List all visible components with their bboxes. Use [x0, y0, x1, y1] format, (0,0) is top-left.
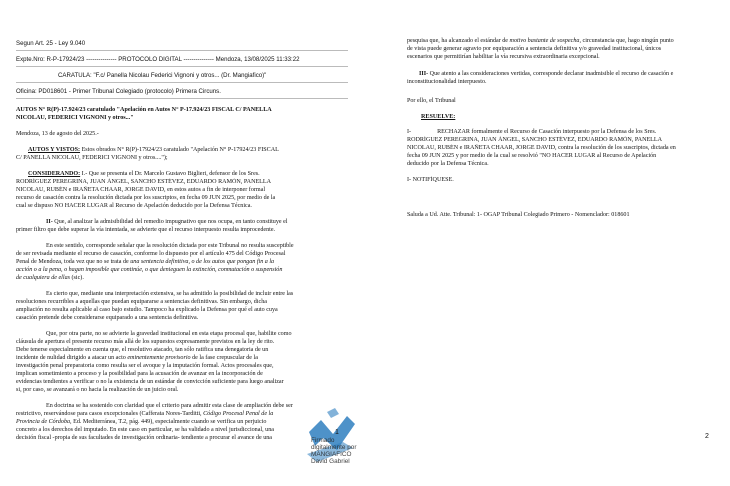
header-expte: Expte.Nro: R-P-17924/23 --------------- PROTOCOLO DIGITAL --------------- Mendoza, 13/08/2025 11:33:22	[16, 56, 300, 63]
sentido-text: (sic).	[69, 275, 84, 281]
tribunal-line: Por ello, el Tribunal	[407, 98, 456, 104]
punto-i-line: fecha 09 JUN 2025 y por medio de la cual se resolvió "NO HACER LUGAR al Recurso de Apelación	[407, 153, 657, 159]
header-divider	[16, 50, 348, 51]
considerando-text: I.- Que se presenta el Dr. Marcelo Gustavo Biglieri, defensor de los Sres.	[80, 171, 260, 177]
page-1-body	[16, 0, 348, 486]
vistos-line	[16, 146, 348, 154]
stamp-line: Firmado	[311, 437, 335, 444]
otra-parte-line: Debe tenerse especialmente en cuenta que, el resolutivo atacado, tan sólo ratifica una denegatoria de un	[16, 347, 269, 353]
vistos-label: AUTOS Y VISTOS:	[28, 147, 81, 153]
stamp-line: David Gabriel	[311, 458, 350, 465]
sentido-text: Penal de Mendoza, toda vez que no se trata de	[16, 259, 129, 265]
otra-parte-text: de la fase crepuscular de la	[190, 355, 258, 361]
stamp-line: MANGIAFICO	[311, 451, 352, 458]
cierto-line: ampliación no resulta aplicable al caso bajo estudio. Tampoco ha explicado la Defensa por qué el auto cuya	[16, 307, 278, 313]
header-caratula: CARATULA: "F.c/ Panella Nicolau Federici Vignoni y otros... (Dr. Mangiafico)"	[58, 72, 267, 79]
doctrina-line: concreto a los derechos del imputado. En este caso en particular, se ha validado a nivel jurisdiccional, una	[16, 427, 274, 433]
resuelve-heading: RESUELVE:	[421, 114, 456, 120]
considerando-line: RODRÍGUEZ PEREGRINA, JUAN ÁNGEL, SANCHO ESTÉVEZ, EDUARDO RAMÓN, PANELLA	[16, 179, 272, 185]
otra-parte-line: cláusula de apertura el presente recurso más allá de los supuestos expresamente previstos en la ley de rito.	[16, 339, 275, 345]
autos-title-line: AUTOS N° R(P)-17.924/23 caratulado "Apelación en Autos N° P-17.924/23 FISCAL C/ PANELLA	[16, 107, 272, 113]
continuation-quote: motivo bastante de sospecha	[508, 38, 580, 44]
considerando-line: recurso de casación contra la resolución dictada por los suscriptos, en fecha 09 JUN 2025, por medio de la	[16, 195, 276, 201]
seccion-ii-line: primer filtro que debe superar la vía intentada, se advierte que el recurso interpuesto resulta improcedente.	[16, 227, 276, 233]
continuation-line	[407, 37, 719, 45]
seccion-ii-label: II-	[46, 219, 53, 225]
considerando-line: NICOLAU, RUBÉN e IRAÑETA CHAAR, JORGE DAVID, en estos autos a fin de interponer formal	[16, 187, 266, 193]
seccion-iii-line	[407, 70, 719, 78]
sentido-line	[16, 274, 348, 282]
header-divider	[16, 98, 348, 99]
header-oficina: Oficina: PD018601 - Primer Tribunal Colegiado (protocolo) Primera Circuns.	[16, 88, 221, 95]
considerando-line: cual se dispuso NO HACER LUGAR al Recurso de Apelación deducido por la Defensa Técnica.	[16, 203, 252, 209]
otra-parte-line: investigación penal preparatoria como resulta ser el avoque y la imputación formal. Actos procesales que,	[16, 363, 274, 369]
seccion-iii-text: Que atento a las consideraciones vertidas, corresponde declarar inadmisible el recurso de casación e	[428, 71, 674, 77]
otra-parte-line	[16, 354, 348, 362]
otra-parte-line: evidencias tendientes a verificar o no la existencia de un estándar de convicción suficiente para luego analizar	[16, 379, 284, 385]
sentido-line: En este sentido, corresponde señalar que la resolución dictada por este Tribunal no resulta susceptible	[46, 243, 294, 249]
punto-i-line: deducido por la Defensa Técnica.	[407, 161, 489, 167]
seccion-iii-line: inconstitucionalidad interpuesto.	[407, 79, 487, 85]
considerando-line	[16, 170, 348, 178]
seccion-ii-text: Que, al analizar la admisibilidad del remedio impugnativo que nos ocupa, en tanto constituye el	[52, 219, 288, 225]
continuation-line: de vista puede generar agravio por equiparación a sentencia definitiva y/o gravedad institucional, únicos	[407, 46, 662, 52]
doctrina-line	[16, 410, 348, 418]
doctrina-quote: Provincia de Córdoba	[16, 419, 71, 425]
page-number: 1	[335, 429, 339, 436]
otra-parte-quote: eminentemente provisorio	[125, 355, 191, 361]
sentido-line: acción o a la pena, o hagan imposible que continúe, o que denieguen la extinción, conmutación o suspensión	[16, 267, 283, 273]
doctrina-line: En doctrina se ha sostenido con claridad que el criterio para admitir esta clase de ampliación debe ser	[46, 403, 293, 409]
considerando-label: CONSIDERANDO:	[28, 171, 81, 177]
cierto-line: Es cierto que, mediante una interpretación extensiva, se ha admitido la posibilidad de incluir entre las	[46, 291, 294, 297]
continuation-text: pesquisa que, ha alcanzado el estándar de	[407, 38, 509, 44]
doctrina-text: , Ed. Mediterránea, T.2, pág. 449), especialmente cuando se verifica un perjuicio	[70, 419, 267, 425]
page-2-body	[407, 0, 719, 486]
seccion-ii-line	[16, 218, 348, 226]
doctrina-text: restrictivo, reservándose para casos excepcionales (Cafferata Nores-Tarditti,	[16, 411, 202, 417]
autos-title-line: NICOLAU, FEDERICI VIGNONI y otros..."	[16, 115, 134, 121]
header-segun: Segun Art. 25 - Ley 9.040	[16, 40, 86, 47]
vistos-line: C/ PANELLA NICOLAU, FEDERICI VIGNONI y otros....");	[16, 155, 168, 161]
sentido-quote: una sentencia definitiva, o de los autos que pongan fin a la	[128, 259, 275, 265]
sentido-line: de ser revisada mediante el recurso de casación, conforme lo dispuesto por el artículo 475 del Código Procesal	[16, 251, 286, 257]
punto-i-text: RECHAZAR formalmente el Recurso de Casación interpuesto por la Defensa de los Sres.	[437, 129, 657, 135]
date-line: Mendoza, 13 de agosto del 2025.-	[16, 131, 99, 137]
otra-parte-line: si, por caso, se avanzará o no hacia la realización de un juicio oral.	[16, 387, 179, 393]
punto-i-label: I-	[407, 129, 412, 135]
punto-i-line: NICOLAU, RUBÉN e IRAÑETA CHAAR, JORGE DAVID, contra la resolución de los suscriptos, dictada en	[407, 145, 676, 151]
vistos-text: Estos obrados N° R(P)-17924/23 caratulado "Apelación N° P-17924/23 FISCAL	[80, 147, 279, 153]
page-number: 2	[705, 433, 709, 440]
cierto-line: resoluciones recurribles a aquellas que puedan equipararse a sentencias definitivas. Sin embargo, dicha	[16, 299, 267, 305]
header-divider	[16, 82, 348, 83]
doctrina-line	[16, 418, 348, 426]
otra-parte-text: incidente de nulidad dirigido a atacar un acto	[16, 355, 126, 361]
saluda-line: Saluda a Ud. Atte. Tribunal: 1- OGAP Tribunal Colegiado Primero - Nomenclador: 018601	[407, 212, 630, 218]
sentido-line	[16, 258, 348, 266]
doctrina-line: decisión fiscal -propia de sus facultades de investigación ordinaria- tendiente a procurar el avance de una	[16, 435, 272, 441]
doctrina-quote: Código Procesal Penal de la	[201, 411, 274, 417]
sentido-quote: de cualquiera de ellas	[16, 275, 70, 281]
punto-i-line	[407, 128, 719, 136]
otra-parte-line: Que, por otra parte, no se advierte la gravedad institucional en esta etapa procesal que, habilite como	[46, 331, 292, 337]
continuation-text: , circunstancia que, hago ningún punto	[579, 38, 674, 44]
punto-i-line: RODRÍGUEZ PEREGRINA, JUAN ÁNGEL, SANCHO ESTÉVEZ, EDUARDO RAMÓN, PANELLA	[407, 137, 663, 143]
notifiquese-line: I- NOTIFÍQUESE.	[407, 177, 454, 183]
otra-parte-line: implican sometimiento a proceso y la posibilidad para la acusación de avanzar en la incorporación de	[16, 371, 263, 377]
header-divider	[16, 66, 348, 67]
stamp-line: digitalmente por	[311, 444, 357, 451]
cierto-line: casación pretende debe considerarse equiparado a una sentencia definitiva.	[16, 315, 199, 321]
continuation-line: escenarios que permitirían habilitar la vía recursiva extraordinaria excepcional.	[407, 54, 600, 60]
document-page-2	[365, 0, 730, 486]
seccion-iii-label: III-	[419, 71, 429, 77]
